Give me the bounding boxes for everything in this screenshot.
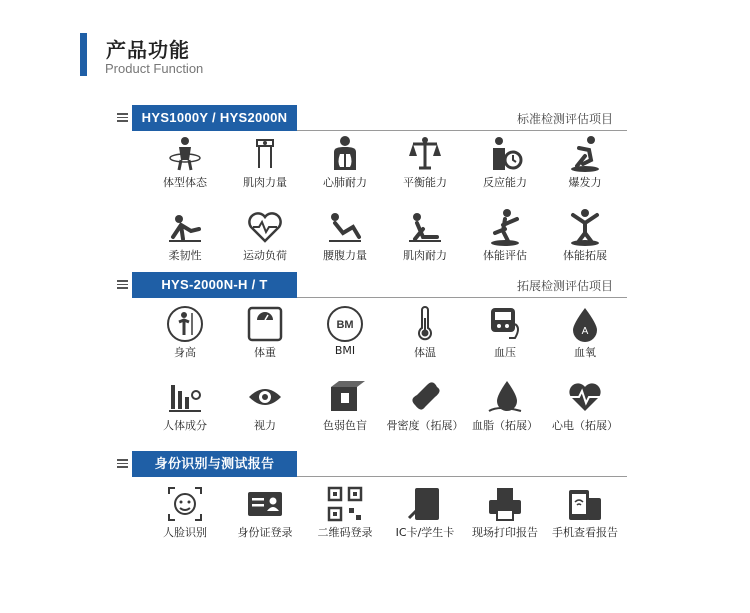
- face-id-icon: [165, 484, 205, 524]
- color-blind-icon: [325, 377, 365, 417]
- feature-item: [465, 207, 545, 263]
- feature-item: [145, 304, 225, 360]
- feature-label: IC卡/学生卡: [395, 526, 455, 539]
- feature-item: [225, 134, 305, 190]
- feature-item: [465, 377, 545, 433]
- menu-icon: [117, 113, 128, 122]
- blood-lipid-icon: [485, 377, 525, 417]
- situp-icon: [325, 207, 365, 247]
- feature-item: [545, 304, 625, 360]
- feature-label: 血脂（拓展）: [472, 419, 538, 432]
- kick-icon: [485, 207, 525, 247]
- feature-label: 体温: [414, 346, 436, 359]
- fitness-expand-icon: [565, 207, 605, 247]
- feature-item: [305, 207, 385, 263]
- section-tag: 身份识别与测试报告: [132, 451, 297, 477]
- body-posture-icon: [165, 134, 205, 174]
- feature-item: [305, 304, 385, 357]
- feature-item: [225, 304, 305, 360]
- height-icon: [165, 304, 205, 344]
- feature-label: 身份证登录: [237, 526, 293, 539]
- feature-label: 色弱色盲: [323, 419, 367, 432]
- menu-icon: [117, 280, 128, 289]
- feature-label: 肌肉力量: [243, 176, 287, 189]
- section-header-extended: [117, 272, 627, 298]
- page-subtitle: Product Function: [105, 61, 204, 76]
- lungs-icon: [325, 134, 365, 174]
- feature-label: 骨密度（拓展）: [386, 419, 464, 432]
- feature-item: [145, 134, 225, 190]
- bone-density-icon: [405, 377, 445, 417]
- feature-item: [385, 304, 465, 360]
- balance-icon: [405, 134, 445, 174]
- feature-item: [145, 377, 225, 433]
- feature-label: 反应能力: [483, 176, 527, 189]
- feature-label: 手机查看报告: [552, 526, 618, 539]
- feature-item: [465, 484, 545, 540]
- section-right-label: 标准检测评估项目: [516, 112, 613, 126]
- reaction-icon: [485, 134, 525, 174]
- section-header-identity: [117, 451, 627, 477]
- ecg-icon: [565, 377, 605, 417]
- feature-item: [305, 377, 385, 433]
- feature-item: [385, 377, 465, 433]
- eye-icon: [245, 377, 285, 417]
- feature-label: 人体成分: [163, 419, 207, 432]
- feature-item: [465, 304, 545, 360]
- feature-label: 体重: [254, 346, 276, 359]
- phone-report-icon: [565, 484, 605, 524]
- menu-icon: [117, 459, 128, 468]
- section-tag: HYS1000Y / HYS2000N: [132, 105, 297, 131]
- section-tag: HYS-2000N-H / T: [132, 272, 297, 298]
- feature-label: 现场打印报告: [472, 526, 538, 539]
- feature-item: [545, 484, 625, 540]
- grip-strength-icon: [245, 134, 285, 174]
- feature-label: 身高: [174, 346, 196, 359]
- feature-item: [385, 134, 465, 190]
- feature-label: 体型体态: [163, 176, 207, 189]
- feature-label: BMI: [334, 344, 356, 357]
- feature-label: 体能评估: [483, 249, 527, 262]
- scale-icon: [245, 304, 285, 344]
- feature-label: 体能拓展: [563, 249, 607, 262]
- feature-label: 运动负荷: [243, 249, 287, 262]
- id-card-icon: [245, 484, 285, 524]
- feature-item: [305, 484, 385, 540]
- feature-item: [145, 484, 225, 540]
- feature-item: [545, 134, 625, 190]
- ic-card-icon: [405, 484, 445, 524]
- feature-label: 血氧: [574, 346, 596, 359]
- qr-code-icon: [325, 484, 365, 524]
- feature-item: [225, 377, 305, 433]
- stretch-icon: [405, 207, 445, 247]
- title-accent-bar: [80, 33, 87, 76]
- flexibility-icon: [165, 207, 205, 247]
- feature-label: 视力: [254, 419, 276, 432]
- feature-item: [225, 207, 305, 263]
- svg-text:BM: BM: [336, 319, 354, 331]
- feature-item: [465, 134, 545, 190]
- feature-label: 爆发力: [568, 176, 602, 189]
- blood-pressure-icon: [485, 304, 525, 344]
- section-header-standard: [117, 105, 627, 131]
- feature-label: 平衡能力: [403, 176, 447, 189]
- feature-label: 柔韧性: [168, 249, 202, 262]
- feature-item: [545, 207, 625, 263]
- feature-label: 心肺耐力: [323, 176, 367, 189]
- jump-icon: [565, 134, 605, 174]
- section-right-label: 拓展检测评估项目: [516, 279, 613, 293]
- thermometer-icon: [405, 304, 445, 344]
- feature-item: [385, 207, 465, 263]
- feature-label: 腰腹力量: [323, 249, 367, 262]
- printer-icon: [485, 484, 525, 524]
- feature-label: 二维码登录: [317, 526, 373, 539]
- heart-run-icon: [245, 207, 285, 247]
- body-composition-icon: [165, 377, 205, 417]
- feature-item: [145, 207, 225, 263]
- feature-item: [305, 134, 385, 190]
- page-title: 产品功能: [106, 38, 190, 62]
- feature-label: 心电（拓展）: [552, 419, 618, 432]
- feature-label: 肌肉耐力: [403, 249, 447, 262]
- feature-label: 人脸识别: [163, 526, 207, 539]
- feature-item: [545, 377, 625, 433]
- feature-item: [225, 484, 305, 540]
- blood-oxygen-icon: [565, 304, 605, 344]
- feature-label: 血压: [494, 346, 516, 359]
- bmi-icon: [325, 304, 365, 344]
- svg-text:A: A: [581, 326, 589, 337]
- feature-item: [385, 484, 465, 540]
